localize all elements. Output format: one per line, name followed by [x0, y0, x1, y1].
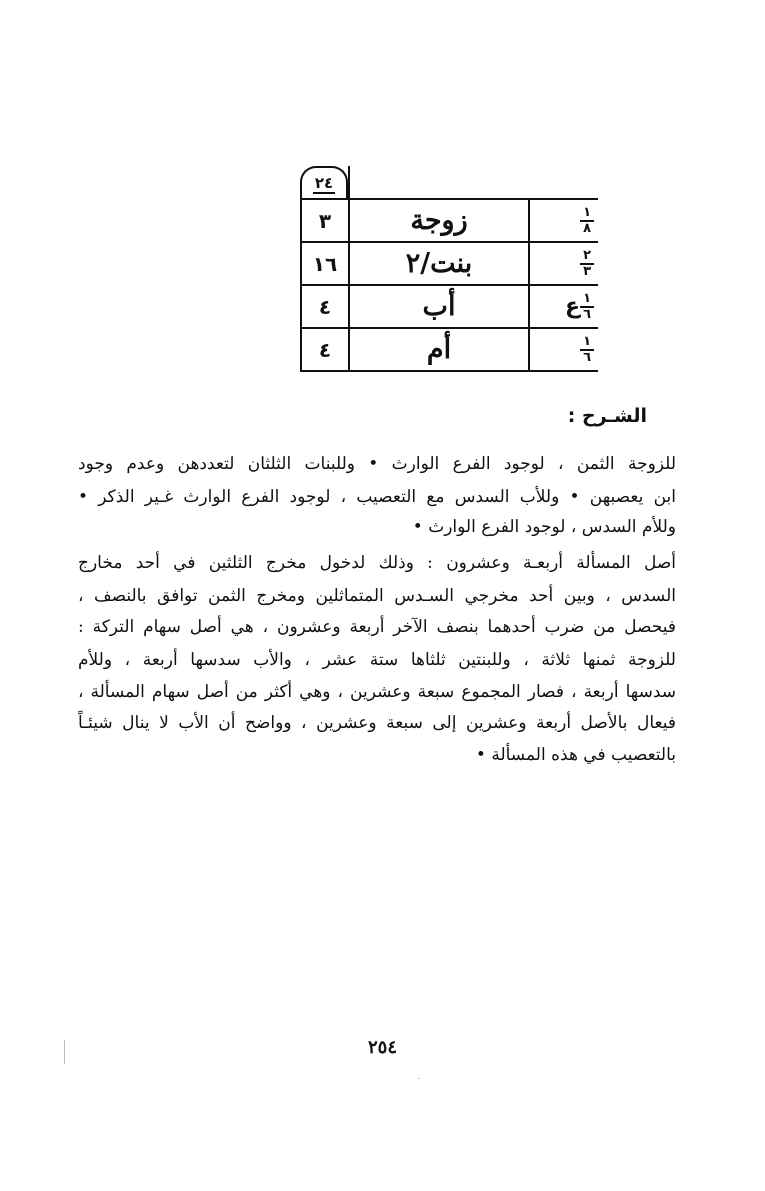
table-row [300, 329, 598, 372]
text-line: بالتعصيب في هذه المسألة • [475, 745, 676, 765]
text-line: السدس ، وبين أحد مخرجي السـدس المتماثلين ومخرج الثمن توافق بالنصف ، [78, 586, 676, 606]
asaba-mark: ع [565, 294, 581, 319]
text-line: للزوجة ثمنها ثلاثة ، وللبنتين ثلثاها ستة عشر ، والأب سدسها أربعة ، وللأم [78, 650, 676, 670]
fraction-cell [530, 200, 598, 241]
heir-cell: بنت/٢ [350, 243, 530, 284]
fraction-cell [530, 286, 598, 327]
explanation-heading: الشـرح : [567, 405, 647, 427]
text-line: ابن يعصبهن • وللأب السدس مع التعصيب ، لوجود الفرع الوارث غـير الذكر • [78, 487, 676, 507]
fraction-cell [530, 243, 598, 284]
text-line: للزوجة الثمن ، لوجود الفرع الوارث • وللبنات الثلثان لتعددهن وعدم وجود [78, 454, 676, 474]
fraction-numerator: ١ [580, 335, 594, 351]
heir-cell: زوجة [350, 200, 530, 241]
shares-cell: ٣ [300, 200, 350, 241]
fraction-numerator: ٢ [580, 249, 594, 265]
total-shares-value: ٢٤ [314, 174, 334, 192]
fraction [580, 292, 594, 322]
fraction-numerator: ١ [580, 206, 594, 222]
fraction [580, 206, 594, 236]
table-header [300, 166, 598, 198]
page-number: ٢٥٤ [367, 1037, 397, 1058]
heir-cell: أب [350, 286, 530, 327]
inheritance-table [300, 166, 598, 372]
table-row [300, 243, 598, 286]
shares-cell: ٤ [300, 329, 350, 370]
shares-cell: ١٦ [300, 243, 350, 284]
text-line: أصل المسألة أربعـة وعشرون : وذلك لدخول مخرج الثلثين في أحد مخارج [78, 553, 676, 573]
fraction-numerator: ١ [580, 292, 594, 308]
total-shares-header [300, 166, 348, 198]
fraction-denominator: ٦ [583, 306, 591, 322]
fraction-cell [530, 329, 598, 370]
table-row [300, 286, 598, 329]
text-line: سدسها أربعة ، فصار المجموع سبعة وعشرين ، وهي أكثر من أصل سهام المسألة ، [78, 682, 676, 702]
fraction [580, 249, 594, 279]
heir-cell: أم [350, 329, 530, 370]
table-row [300, 200, 598, 243]
text-line: فيحصل من ضرب أحدهما بنصف الآخر أربعة وعشرون ، هي أصل سهام التركة : [78, 617, 676, 637]
fraction-denominator: ٦ [583, 349, 591, 365]
shares-cell: ٤ [300, 286, 350, 327]
table-body [300, 198, 598, 372]
header-divider [348, 166, 350, 198]
scan-edge-mark [418, 1078, 420, 1079]
fraction-denominator: ٨ [583, 220, 591, 236]
text-line: وللأم السدس ، لوجود الفرع الوارث • [412, 517, 676, 537]
text-line: فيعال بالأصل أربعة وعشرين إلى سبعة وعشرين ، وواضح أن الأب لا ينال شيئـاً [78, 713, 676, 733]
scan-edge-mark [64, 1040, 65, 1064]
fraction-denominator: ٣ [583, 263, 591, 279]
fraction [580, 335, 594, 365]
